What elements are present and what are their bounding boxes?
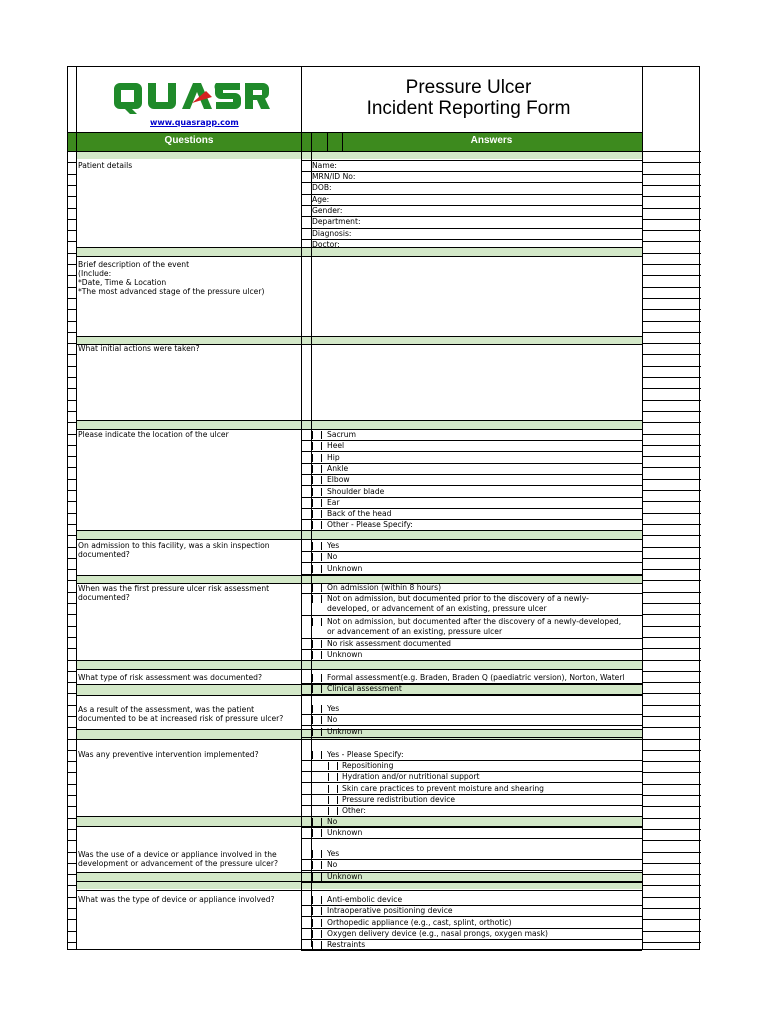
risk-first-option-2-line2: or advancement of an existing, pressure ulcer xyxy=(327,627,503,636)
patient-field-department[interactable]: Department: xyxy=(312,217,361,226)
location-option-0-label: Sacrum xyxy=(327,430,356,439)
device-used-option-1-checkbox[interactable] xyxy=(312,861,322,869)
risk-type-option-1-label: Clinical assessment xyxy=(327,684,402,693)
preventive-sub-0-checkbox[interactable] xyxy=(328,762,338,770)
location-option-2-checkbox[interactable] xyxy=(312,454,322,462)
risk-first-option-4-label: Unknown xyxy=(327,650,363,659)
location-option-6-label: Ear xyxy=(327,498,340,507)
location-option-8-checkbox[interactable] xyxy=(312,521,322,529)
device-type-option-4-label: Restraints xyxy=(327,940,366,949)
location-option-3-label: Ankle xyxy=(327,464,349,473)
question-device-type: What was the type of device or appliance involved? xyxy=(78,895,275,904)
location-option-1-label: Heel xyxy=(327,441,345,450)
increased-risk-option-1-checkbox[interactable] xyxy=(312,716,322,724)
device-used-option-0-checkbox[interactable] xyxy=(312,850,322,858)
website-link[interactable]: www.quasrapp.com xyxy=(150,118,239,127)
section-spacer xyxy=(76,660,642,669)
location-option-4-label: Elbow xyxy=(327,475,350,484)
risk-first-option-1-line2: developed, or advancement of an existing, pressure ulcer xyxy=(327,604,547,613)
risk-first-option-0-checkbox[interactable] xyxy=(312,584,322,592)
increased-risk-option-0-label: Yes xyxy=(327,704,340,713)
device-type-option-4-checkbox[interactable] xyxy=(312,941,322,949)
question-initial-actions: What initial actions were taken? xyxy=(78,344,200,353)
increased-risk-option-1-label: No xyxy=(327,715,338,724)
section-spacer xyxy=(76,151,642,159)
preventive-sub-4-label: Other: xyxy=(342,806,366,815)
location-option-0-checkbox[interactable] xyxy=(312,431,322,439)
preventive-sub-3-checkbox[interactable] xyxy=(328,796,338,804)
device-type-option-1-label: Intraoperative positioning device xyxy=(327,906,453,915)
preventive-other-0-checkbox[interactable] xyxy=(312,818,322,826)
location-option-6-checkbox[interactable] xyxy=(312,499,322,507)
device-used-option-2-checkbox[interactable] xyxy=(312,873,322,881)
skin-option-0-checkbox[interactable] xyxy=(312,542,322,550)
preventive-other-0-label: No xyxy=(327,817,338,826)
device-type-option-3-checkbox[interactable] xyxy=(312,930,322,938)
description-answer-area[interactable] xyxy=(312,259,642,336)
answers-header: Answers xyxy=(470,135,513,146)
section-spacer xyxy=(76,575,642,583)
location-option-8-label: Other - Please Specify: xyxy=(327,520,413,529)
device-type-option-2-checkbox[interactable] xyxy=(312,919,322,927)
location-option-7-checkbox[interactable] xyxy=(312,510,322,518)
question-ulcer-location: Please indicate the location of the ulcer xyxy=(78,430,229,439)
preventive-yes-checkbox[interactable] xyxy=(312,751,322,759)
form-title-line1: Pressure Ulcer xyxy=(405,77,532,98)
skin-option-1-checkbox[interactable] xyxy=(312,553,322,561)
device-type-option-3-label: Oxygen delivery device (e.g., nasal prongs, oxygen mask) xyxy=(327,929,548,938)
question-risk-assessment-type: What type of risk assessment was documented? xyxy=(78,673,262,682)
logo xyxy=(112,77,272,117)
section-spacer xyxy=(76,336,642,344)
risk-first-option-1-checkbox[interactable] xyxy=(312,595,322,603)
section-spacer xyxy=(76,816,642,826)
location-option-4-checkbox[interactable] xyxy=(312,476,322,484)
patient-field-age[interactable]: Age: xyxy=(312,195,330,204)
increased-risk-option-0-checkbox[interactable] xyxy=(312,705,322,713)
actions-answer-area[interactable] xyxy=(312,344,642,420)
risk-type-option-0-checkbox[interactable] xyxy=(312,674,322,682)
location-option-3-checkbox[interactable] xyxy=(312,465,322,473)
location-option-7-label: Back of the head xyxy=(327,509,392,518)
section-spacer xyxy=(76,530,642,539)
preventive-sub-2-checkbox[interactable] xyxy=(328,785,338,793)
risk-first-option-3-checkbox[interactable] xyxy=(312,640,322,648)
risk-first-option-2-label: Not on admission, but documented after the discovery of a newly-developed, xyxy=(327,617,622,626)
patient-field-diagnosis[interactable]: Diagnosis: xyxy=(312,229,352,238)
preventive-sub-4-checkbox[interactable] xyxy=(328,807,338,815)
risk-first-option-1-label: Not on admission, but documented prior to the discovery of a newly- xyxy=(327,594,589,603)
incident-form-sheet: www.quasrapp.com Pressure Ulcer Incident Reporting Form Questions Answers Patient details Brief description of the event (Include: *Date, Time & Location *The most advanced stage of the pressure ulcer) What initial actions were taken? Please indicate the location of the ulcer On admission to this facility, was a skin inspection documented? When was the first pressure ulcer risk assessment documented? What type of risk assessment was documented? As a result of the assessment, was the patient documented to be at increased risk of pressure ulcer? Was any preventive intervention implemented? Was the use of a device or appliance involved in the development or advancement of the pressure ulcer? What was the type of device or appliance involved? Name: MRN/ID No: DOB: Age: Gender: Department: Diagnosis: Doctor: Sacrum Heel Hip Ankle Elbow Shoulder blade Ear Back of the head Other - Please Specify: Yes No Unknown On admission (within 8 hours) Not on admission, but documented prior to the discovery of a newly- developed, or advancement of an existing, pressure ulcer Not on admission, but documented after the discovery of a newly-developed, or advancement of an existing, pressure ulcer No risk assessment documented Unknown Formal assessment(e.g. Braden, Braden Q (paediatric version), Norton, Waterl Clinical assessment Yes No Unknown Yes - Please Specify: Repositioning Hydration and/or nutritional support Skin care practices to prevent moisture and shearing Pressure redistribution device Other: No Unknown Yes No Unknown Anti-embolic device Intraoperative positioning device Orthopedic appliance (e.g., cast, splint, orthotic) Oxygen delivery device (e.g., nasal prongs, oxygen mask) Restraints xyxy=(67,66,700,950)
skin-option-2-checkbox[interactable] xyxy=(312,565,322,573)
risk-type-option-1-checkbox[interactable] xyxy=(312,685,322,693)
device-type-option-1-checkbox[interactable] xyxy=(312,907,322,915)
preventive-other-1-checkbox[interactable] xyxy=(312,829,322,837)
risk-first-option-2-checkbox[interactable] xyxy=(312,618,322,626)
preventive-sub-1-checkbox[interactable] xyxy=(328,773,338,781)
quasr-logo-graphic xyxy=(112,77,272,117)
location-option-5-checkbox[interactable] xyxy=(312,488,322,496)
risk-first-option-0-label: On admission (within 8 hours) xyxy=(327,583,442,592)
patient-field-mrn[interactable]: MRN/ID No: xyxy=(312,172,356,181)
questions-header: Questions xyxy=(164,135,214,146)
preventive-other-1-label: Unknown xyxy=(327,828,363,837)
preventive-sub-3-label: Pressure redistribution device xyxy=(342,795,456,804)
form-title-line2: Incident Reporting Form xyxy=(366,98,571,119)
location-option-2-label: Hip xyxy=(327,453,340,462)
patient-field-dob[interactable]: DOB: xyxy=(312,183,332,192)
skin-option-1-label: No xyxy=(327,552,338,561)
device-type-option-2-label: Orthopedic appliance (e.g., cast, splint, orthotic) xyxy=(327,918,512,927)
risk-first-option-3-label: No risk assessment documented xyxy=(327,639,451,648)
location-option-1-checkbox[interactable] xyxy=(312,442,322,450)
location-option-5-label: Shoulder blade xyxy=(327,487,385,496)
patient-field-gender[interactable]: Gender: xyxy=(312,206,343,215)
question-patient-details: Patient details xyxy=(78,161,133,170)
risk-first-option-4-checkbox[interactable] xyxy=(312,651,322,659)
question-preventive-intervention: Was any preventive intervention implemented? xyxy=(78,750,259,759)
increased-risk-option-2-label: Unknown xyxy=(327,727,363,736)
device-used-option-1-label: No xyxy=(327,860,338,869)
section-spacer xyxy=(76,247,642,256)
preventive-sub-0-label: Repositioning xyxy=(342,761,394,770)
preventive-yes-label: Yes - Please Specify: xyxy=(327,750,404,759)
risk-type-option-0-label: Formal assessment(e.g. Braden, Braden Q (paediatric version), Norton, Waterl xyxy=(327,673,625,682)
device-type-option-0-checkbox[interactable] xyxy=(312,896,322,904)
patient-field-doctor[interactable]: Doctor: xyxy=(312,240,340,249)
device-used-option-0-label: Yes xyxy=(327,849,340,858)
device-used-option-2-label: Unknown xyxy=(327,872,363,881)
skin-option-0-label: Yes xyxy=(327,541,340,550)
preventive-sub-2-label: Skin care practices to prevent moisture and shearing xyxy=(342,784,544,793)
skin-option-2-label: Unknown xyxy=(327,564,363,573)
increased-risk-option-2-checkbox[interactable] xyxy=(312,728,322,736)
device-type-option-0-label: Anti-embolic device xyxy=(327,895,403,904)
preventive-sub-1-label: Hydration and/or nutritional support xyxy=(342,772,480,781)
patient-field-name[interactable]: Name: xyxy=(312,161,337,170)
section-spacer xyxy=(76,420,642,429)
